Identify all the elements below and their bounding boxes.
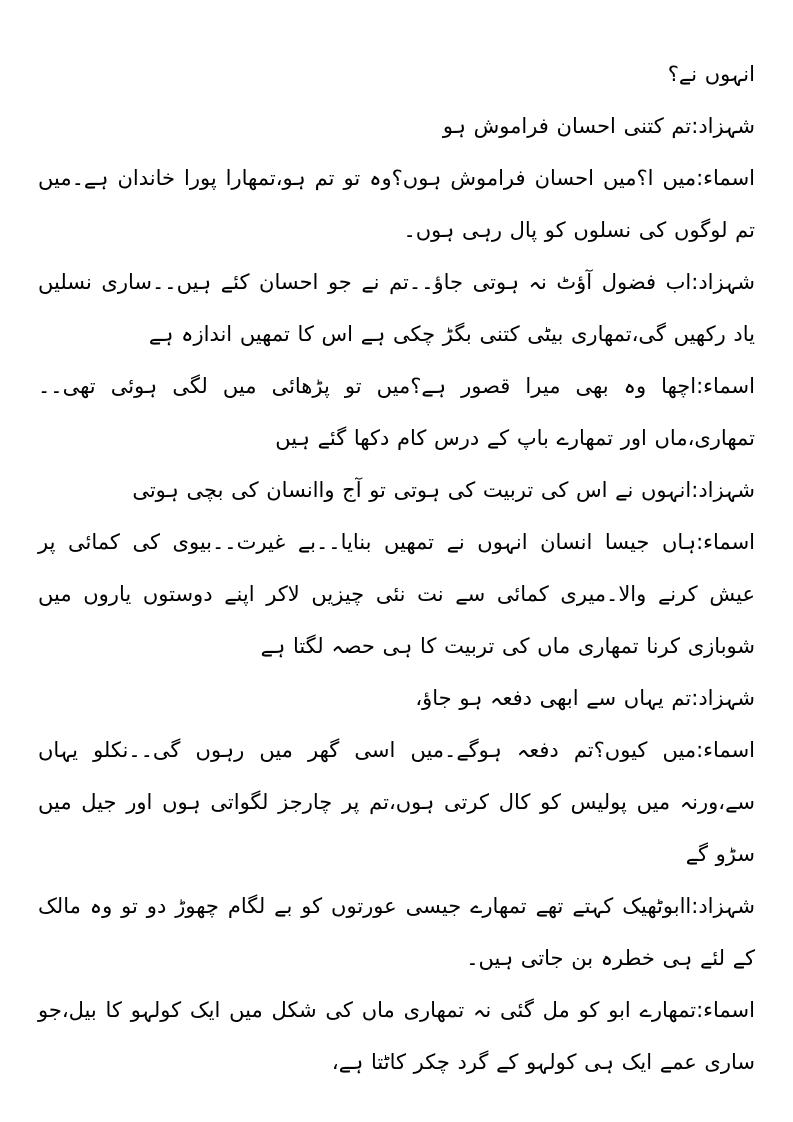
dialogue-paragraph: اسماء:اچھا وہ بھی میرا قصور ہے؟میں تو پڑھائی میں لگی ہوئی تھی۔۔تمھاری،ماں اور تمھارے باپ کے درس کام دکھا گئے ہیں: [38, 374, 755, 450]
dialogue-paragraph: اسماء:میں کیوں؟تم دفعہ ہوگے۔میں اسی گھر میں رہوں گی۔۔نکلو یہاں سے،ورنہ میں پولیس کو کال کرتی ہوں،تم پر چارجز لگواتی ہوں اور جیل میں سڑو گے: [38, 738, 755, 866]
dialogue-paragraph: انہوں نے؟: [667, 62, 755, 86]
dialogue-paragraph: شہزاد:تم کتنی احسان فراموش ہو: [442, 114, 755, 138]
dialogue-paragraph: شہزاد:تم یہاں سے ابھی دفعہ ہو جاؤ،: [415, 686, 755, 710]
dialogue-paragraph: شہزاد:انہوں نے اس کی تربیت کی ہوتی تو آج واانسان کی بچی ہوتی: [132, 478, 755, 502]
dialogue-paragraph: شہزاد:اب فضول آؤٹ نہ ہوتی جاؤ۔۔تم نے جو احسان کئے ہیں۔۔ساری نسلیں یاد رکھیں گی،تمھاری بیٹی کتنی بگڑ چکی ہے اس کا تمھیں اندازہ ہے: [38, 270, 755, 346]
dialogue-paragraph: اسماء:تمھارے ابو کو مل گئی نہ تمھاری ماں کی شکل میں ایک کولہو کا بیل،جو ساری عمے ایک ہی کولہو کے گرد چکر کاٹتا ہے،: [38, 998, 755, 1074]
dialogue-paragraph: شہزاد:اابوٹھیک کہتے تھے تمھارے جیسی عورتوں کو بے لگام چھوڑ دو تو وہ مالک کے لئے ہی خطرہ بن جاتی ہیں۔: [38, 894, 755, 970]
dialogue-text-block: [38, 48, 755, 1088]
dialogue-paragraph: اسماء:ہاں جیسا انسان انہوں نے تمھیں بنایا۔۔بے غیرت۔۔بیوی کی کمائی پر عیش کرنے والا۔میری کمائی سے نت نئی چیزیں لاکر اپنے دوستوں یاروں میں شوبازی کرنا تمھاری ماں کی تربیت کا ہی حصہ لگتا ہے: [38, 530, 755, 658]
dialogue-paragraph: اسماء:میں ا؟میں احسان فراموش ہوں؟وہ تو تم ہو،تمھارا پورا خاندان ہے۔میں تم لوگوں کی نسلوں کو پال رہی ہوں۔: [38, 166, 755, 242]
